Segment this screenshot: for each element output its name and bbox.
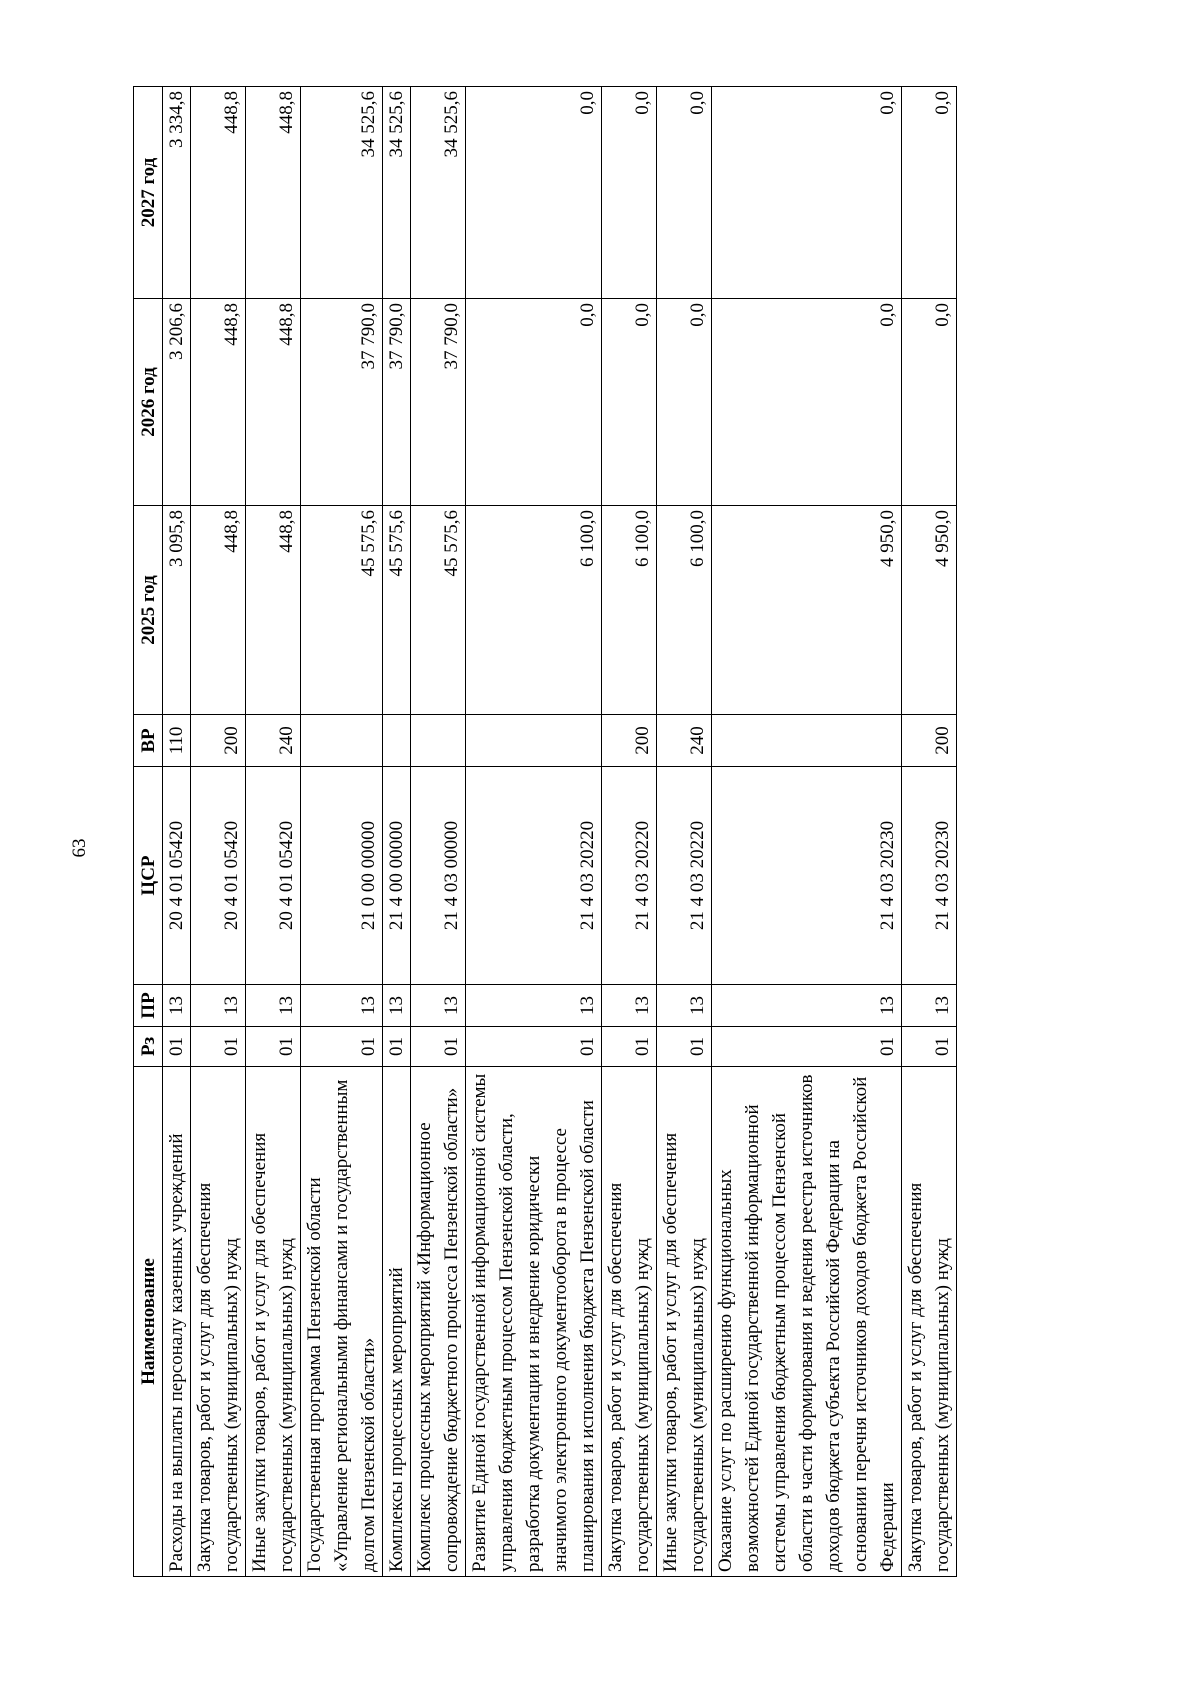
row-2026: 0,0 — [712, 299, 902, 506]
table-row — [383, 87, 411, 1577]
row-pr: 13 — [466, 985, 602, 1027]
row-name: Закупка товаров, работ и услуг для обеспечения государственных (муниципальных) нужд — [191, 1067, 246, 1577]
row-2026: 3 206,6 — [163, 299, 191, 506]
row-2027: 3 334,8 — [163, 87, 191, 299]
row-csr: 20 4 01 05420 — [163, 767, 191, 985]
row-rz: 01 — [301, 1027, 383, 1067]
row-name: Государственная программа Пензенской области «Управление региональными финансами и государственным долгом Пензенской области» — [301, 1067, 383, 1577]
row-2025: 448,8 — [191, 506, 246, 715]
table-row — [712, 87, 902, 1577]
header-2025: 2025 год — [134, 506, 163, 715]
row-rz: 01 — [383, 1027, 411, 1067]
row-name: Комплексы процессных мероприятий — [383, 1067, 411, 1577]
row-vr — [466, 715, 602, 767]
row-pr: 13 — [602, 985, 657, 1027]
row-2025: 6 100,0 — [657, 506, 712, 715]
row-2026: 448,8 — [191, 299, 246, 506]
table-row — [191, 87, 246, 1577]
row-2026: 37 790,0 — [411, 299, 466, 506]
row-rz: 01 — [163, 1027, 191, 1067]
row-rz: 01 — [657, 1027, 712, 1067]
row-2027: 0,0 — [466, 87, 602, 299]
row-2027: 0,0 — [902, 87, 957, 299]
row-name: Закупка товаров, работ и услуг для обеспечения государственных (муниципальных) нужд — [902, 1067, 957, 1577]
header-name: Наименование — [134, 1067, 163, 1577]
table-row — [246, 87, 301, 1577]
row-2027: 0,0 — [712, 87, 902, 299]
row-vr — [383, 715, 411, 767]
row-name: Иные закупки товаров, работ и услуг для обеспечения государственных (муниципальных) нужд — [246, 1067, 301, 1577]
row-2026: 0,0 — [466, 299, 602, 506]
row-name: Расходы на выплаты персоналу казенных учреждений — [163, 1067, 191, 1577]
row-name: Комплекс процессных мероприятий «Информационное сопровождение бюджетного процесса Пензенской области» — [411, 1067, 466, 1577]
table-row — [657, 87, 712, 1577]
row-csr: 21 4 03 20230 — [712, 767, 902, 985]
row-pr: 13 — [712, 985, 902, 1027]
row-2026: 37 790,0 — [383, 299, 411, 506]
table-row — [902, 87, 957, 1577]
row-vr — [411, 715, 466, 767]
row-2026: 0,0 — [657, 299, 712, 506]
row-vr: 200 — [602, 715, 657, 767]
row-2027: 448,8 — [191, 87, 246, 299]
row-vr: 240 — [246, 715, 301, 767]
table-row — [602, 87, 657, 1577]
row-2026: 37 790,0 — [301, 299, 383, 506]
row-csr: 21 4 00 00000 — [383, 767, 411, 985]
budget-table — [133, 86, 957, 1577]
row-2027: 34 525,6 — [383, 87, 411, 299]
row-rz: 01 — [602, 1027, 657, 1067]
row-vr — [301, 715, 383, 767]
row-name: Закупка товаров, работ и услуг для обеспечения государственных (муниципальных) нужд — [602, 1067, 657, 1577]
row-name: Иные закупки товаров, работ и услуг для обеспечения государственных (муниципальных) нужд — [657, 1067, 712, 1577]
row-pr: 13 — [301, 985, 383, 1027]
row-rz: 01 — [466, 1027, 602, 1067]
row-pr: 13 — [163, 985, 191, 1027]
row-csr: 20 4 01 05420 — [191, 767, 246, 985]
header-rz: Рз — [134, 1027, 163, 1067]
header-csr: ЦСР — [134, 767, 163, 985]
row-csr: 21 4 03 20220 — [657, 767, 712, 985]
header-2026: 2026 год — [134, 299, 163, 506]
row-csr: 20 4 01 05420 — [246, 767, 301, 985]
row-2025: 4 950,0 — [902, 506, 957, 715]
row-2027: 34 525,6 — [301, 87, 383, 299]
row-pr: 13 — [657, 985, 712, 1027]
row-2025: 4 950,0 — [712, 506, 902, 715]
row-rz: 01 — [191, 1027, 246, 1067]
row-csr: 21 4 03 20220 — [602, 767, 657, 985]
row-2025: 448,8 — [246, 506, 301, 715]
row-2025: 45 575,6 — [301, 506, 383, 715]
row-rz: 01 — [712, 1027, 902, 1067]
row-rz: 01 — [902, 1027, 957, 1067]
row-2027: 34 525,6 — [411, 87, 466, 299]
row-csr: 21 4 03 00000 — [411, 767, 466, 985]
row-vr: 110 — [163, 715, 191, 767]
header-vr: ВР — [134, 715, 163, 767]
row-vr — [712, 715, 902, 767]
row-pr: 13 — [191, 985, 246, 1027]
row-csr: 21 0 00 00000 — [301, 767, 383, 985]
row-vr: 200 — [902, 715, 957, 767]
row-2027: 448,8 — [246, 87, 301, 299]
rotated-table-wrapper — [133, 87, 1050, 1577]
row-csr: 21 4 03 20230 — [902, 767, 957, 985]
row-pr: 13 — [411, 985, 466, 1027]
row-csr: 21 4 03 20220 — [466, 767, 602, 985]
row-2025: 6 100,0 — [602, 506, 657, 715]
row-pr: 13 — [246, 985, 301, 1027]
row-2026: 0,0 — [602, 299, 657, 506]
row-name: Оказание услуг по расширению функциональных возможностей Единой государственной информационной системы управления бюджетным процессом Пензенской области в части формирования и ведения реестра источников доходов бюджета субъекта Российской Федерации на основании перечня источников доходов бюджета Российской Федерации — [712, 1067, 902, 1577]
row-rz: 01 — [411, 1027, 466, 1067]
row-2025: 6 100,0 — [466, 506, 602, 715]
row-pr: 13 — [902, 985, 957, 1027]
row-2026: 448,8 — [246, 299, 301, 506]
header-2027: 2027 год — [134, 87, 163, 299]
page-number: 63 — [69, 838, 90, 858]
row-name: Развитие Единой государственной информационной системы управления бюджетным процессом Пензенской области, разработка документации и внедрение юридически значимого электронного документооборота в процессе планирования и исполнения бюджета Пензенской области — [466, 1067, 602, 1577]
row-2026: 0,0 — [902, 299, 957, 506]
header-pr: ПР — [134, 985, 163, 1027]
table-row — [466, 87, 602, 1577]
row-rz: 01 — [246, 1027, 301, 1067]
row-2027: 0,0 — [602, 87, 657, 299]
table-header-row — [134, 87, 163, 1577]
row-pr: 13 — [383, 985, 411, 1027]
row-2025: 3 095,8 — [163, 506, 191, 715]
row-2027: 0,0 — [657, 87, 712, 299]
row-vr: 200 — [191, 715, 246, 767]
table-row — [411, 87, 466, 1577]
table-row — [301, 87, 383, 1577]
table-row — [163, 87, 191, 1577]
row-2025: 45 575,6 — [383, 506, 411, 715]
row-2025: 45 575,6 — [411, 506, 466, 715]
row-vr: 240 — [657, 715, 712, 767]
